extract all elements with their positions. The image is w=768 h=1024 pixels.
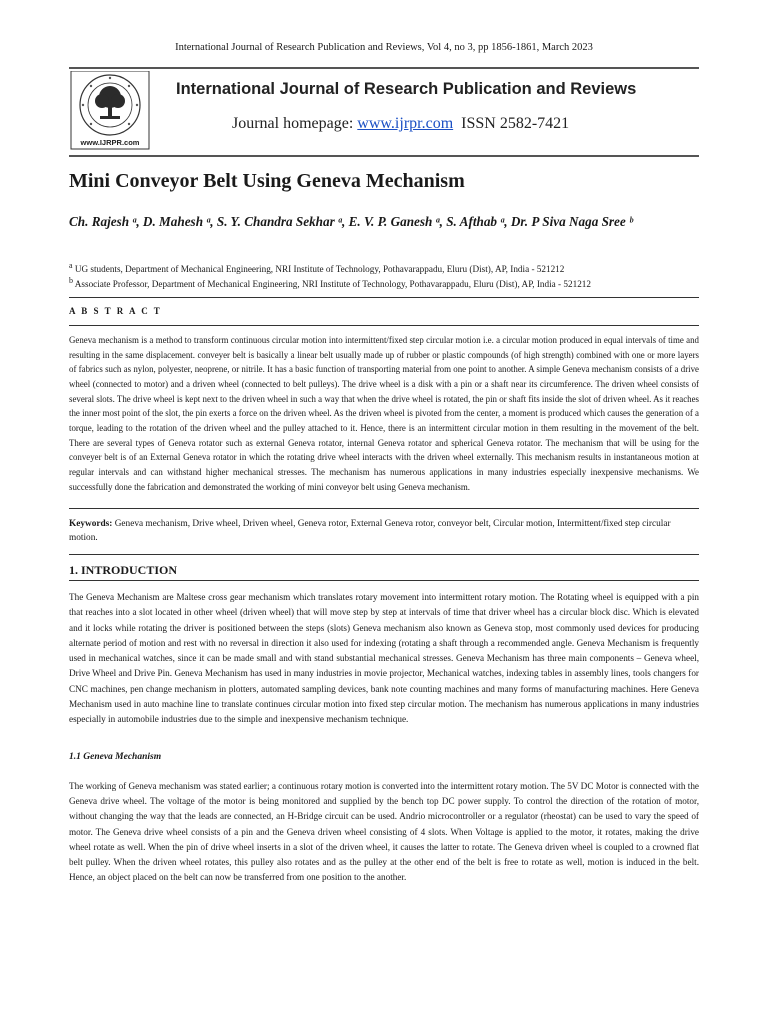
journal-homepage-line <box>232 115 569 133</box>
introduction-paragraph: The Geneva Mechanism are Maltese cross gear mechanism which translates rotary movement into intermittent rotary motion. The Rotating wheel is equipped with a pin that reaches into a slot located in other wheel (driven wheel) that will move step by step at intervals of time that driver wheel has a circular block disc. Which is elevated and it locks while rotating the driver is positioned between the steps (slots) Geneva mechanism also known as Geneva stop, most commonly used devices for producing alternate period of motion and rest with no reversal in direction it also used for indexing (rotating a shaft through a recommended angle. Geneva Mechanism is frequently used in mechanical watches, since it can be made small and with stand substantial mechanical stresses. Geneva Mechanism has three main components – Geneva wheel, Drive Wheel and Drive Pin. Geneva Mechanism has used in many industries in movie projector, Mechanical watches, indexing tables in assembly lines, tools changers for CNC machines, pen change mechanism in plotters, automated sampling devices, bank note counting machines and many forms of manufacturing machines. Here Geneva Mechanism used in auto machine line to translate continues circular motion into fixed step circular motion. The mechanism has numerous applications in many industries especially in automobile industries due to the simple and inexpensive mechanism technique. <box>69 592 699 725</box>
logo-text: www.IJRPR.com <box>80 138 140 147</box>
affiliation-a <box>69 260 565 274</box>
affiliation-text: UG students, Department of Mechanical Engineering, NRI Institute of Technology, Pothavarappadu, Eluru (Dist), AP, India - 521212 <box>74 264 565 274</box>
journal-name: International Journal of Research Publication and Reviews <box>176 80 637 98</box>
keywords <box>69 517 699 545</box>
divider <box>69 325 699 326</box>
affiliation-text: Associate Professor, Department of Mechanical Engineering, NRI Institute of Technology, Pothavarappadu, Eluru (Dist), AP, India - 521212 <box>74 279 591 289</box>
divider <box>69 508 699 509</box>
keywords-list: Geneva mechanism, Drive wheel, Driven wheel, Geneva rotor, External Geneva rotor, conveyor belt, Circular motion, Intermittent/fixed step circular motion. <box>69 519 671 543</box>
paper-title: Mini Conveyor Belt Using Geneva Mechanism <box>69 170 465 192</box>
divider <box>69 554 699 555</box>
abstract-heading: A B S T R A C T <box>69 306 162 316</box>
subsection-heading-geneva: 1.1 Geneva Mechanism <box>69 752 162 762</box>
affiliation-b <box>69 275 591 289</box>
running-head: International Journal of Research Publication and Reviews, Vol 4, no 3, pp 1856-1861, March 2023 <box>175 42 593 53</box>
geneva-paragraph: The working of Geneva mechanism was stated earlier; a continuous rotary motion is converted into the intermittent rotary motion. The 5V DC Motor is connected with the Geneva drive wheel. The voltage of the motor is being monitored and supplied by the bench top DC power supply. To control the direction of the rotation of motor, without changing the way that the leads are connected, an H-Bridge circuit can be used. Andrio microcontroller or a regulator (rheostat) can be used to vary the speed of motor. The Geneva drive wheel consists of a pin and the Geneva driven wheel consisting of 4 slots. When Voltage is applied to the motor, it rotates, making the drive wheel rotate as well. When the pin of drive wheel inserts in a slot of the driven wheel, it causes the latter to rotate. The Geneva driven wheel is coupled to a crowned flat belt pulley. When the driven wheel rotates, this pulley also rotates and as the pulley at the other end of the belt is free to rotate as well, motion is induced in the belt. Hence, an object placed on the belt can now be transferred from one position to the another. <box>69 781 699 883</box>
homepage-link[interactable]: www.ijrpr.com <box>357 115 454 132</box>
author-list: Ch. Rajesh ᵃ, D. Mahesh ᵃ, S. Y. Chandra Sekhar ᵃ, E. V. P. Ganesh ᵃ, S. Afthab ᵃ, Dr. P Siva Naga Sree ᵇ <box>69 214 633 229</box>
affiliation-mark: a <box>69 260 73 270</box>
homepage-label: Journal homepage: <box>232 115 358 132</box>
journal-logo <box>69 71 151 151</box>
issn: ISSN 2582-7421 <box>461 115 570 132</box>
divider <box>69 297 699 298</box>
section-heading-introduction: 1. INTRODUCTION <box>69 563 178 577</box>
keywords-label: Keywords: <box>69 519 113 529</box>
abstract-body: Geneva mechanism is a method to transform continuous circular motion into intermittent/fixed step circular motion i.e. a circular motion produced in equal intervals of time and resulting in the same displacement. conveyer belt is basically a linear belt usually made up of rubber or plastic compounds (of high strength) combined with one or more layers of fabrics such as nylon, polyester, neoprene, or nitrile. It has a basic function of transporting material from one point to another. A simple Geneva mechanism consists of a drive wheel (connected to motor) and a driven wheel (connected to belt pulleys). The drive wheel is a disk with a pin or a shaft near its circumference. The driven wheel consists of several slots. The drive wheel is kept next to the driven wheel in such a way that when the drive wheel is rotated, the pin or shaft fits inside the slot of driven wheel. As it reaches the inner most point of the slot, the pin exerts a force on the driven wheel. As the driven wheel is pivoted from the center, a moment is produced which causes the generation of a torque, leading to the rotation of the driven wheel and the pulley attached to it. Hence, there is an intermittent circular motion in them resulting in the movement of the belt. There are several types of Geneva rotator such as external Geneva rotator, internal Geneva rotator and spherical Geneva rotator. The mechanism that will be using for the conveyer belt is of an External Geneva rotator in which the rotating drive wheel interacts with the driven wheel externally. This mechanism results in instantaneous motion at regular intervals and can withstand higher mechanical stresses. The mechanism has numerous applications in many industries especially inexpensive mechanisms. We successfully done the fabrication and demonstrated the working of mini conveyor belt using Geneva mechanism. <box>69 335 699 492</box>
affiliation-mark: b <box>69 275 73 285</box>
divider <box>69 580 699 581</box>
journal-masthead <box>69 67 699 157</box>
